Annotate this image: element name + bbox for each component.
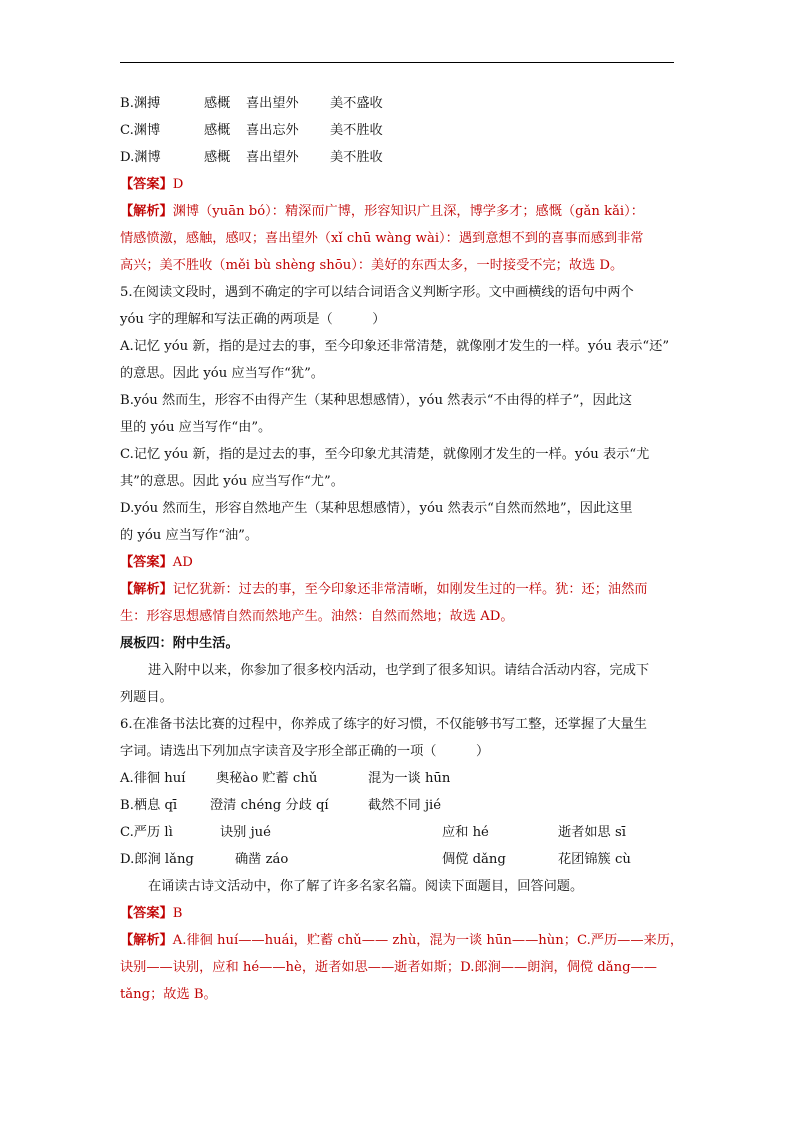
analysis-text: A.徘徊 huí——huái，贮蓄 chǔ—— zhù，混为一谈 hūn——hùn；C.严历——来历， (172, 933, 684, 948)
intro-line-1: 进入附中以来，你参加了很多校内活动，也学到了很多知识。请结合活动内容，完成下 (148, 663, 650, 678)
option-word: 喜出望外 (246, 150, 299, 165)
option-word: 感概 (204, 96, 231, 111)
analysis-q4-line-3: 高兴；美不胜收（měi bù shèng shōu）：美好的东西太多，一时接受不完；故选 D。 (120, 258, 624, 273)
q5-option-b-2: 里的 yóu 应当写作“由”。 (120, 420, 272, 435)
answer-tag: 【答案】 (120, 555, 173, 570)
answer-tag: 【答案】 (120, 177, 173, 192)
option-item: 截然不同 jié (368, 798, 442, 813)
option-word: 感概 (204, 150, 231, 165)
option-item: 诀别 jué (220, 825, 271, 840)
answer-q4 (120, 171, 676, 198)
analysis-q6-line-1 (120, 927, 684, 954)
analysis-q4-line-1 (120, 198, 676, 225)
option-label: D.渊博 (120, 150, 161, 165)
analysis-q4-line-2: 情感愤激，感触，感叹；喜出望外（xǐ chū wàng wài）：遇到意想不到的喜事而感到非常 (120, 231, 644, 246)
analysis-tag: 【解析】 (120, 582, 173, 597)
option-label: B.渊搏 (120, 96, 161, 111)
question-6-stem-1: 6.在准备书法比赛的过程中，你养成了练字的好习惯，不仅能够书写工整，还掌握了大量生 (120, 717, 647, 732)
option-word: 感概 (204, 123, 231, 138)
section-title: 展板四：附中生活。 (120, 636, 239, 651)
question-5-stem-2: yóu 字的理解和写法正确的两项是（ ） (120, 312, 386, 327)
analysis-text: 记忆犹新：过去的事，至今印象还非常清晰，如刚发生过的一样。犹：还；油然而 (172, 582, 648, 597)
option-item: 逝者如思 sī (558, 825, 626, 840)
q5-option-d-2: 的 yóu 应当写作“油”。 (120, 528, 259, 543)
option-item: C.严历 lì (120, 825, 173, 840)
analysis-q6-line-2: 诀别——诀别，应和 hé——hè，逝者如思——逝者如斯；D.郎涧——朗润，倜傥 dǎng—— (120, 960, 657, 975)
intro-line-2: 列题目。 (120, 690, 173, 705)
q5-option-c-1: C.记忆 yóu 新，指的是过去的事，至今印象尤其清楚，就像刚才发生的一样。yóu 表示“尤 (120, 447, 650, 462)
option-item: 混为一谈 hūn (368, 771, 451, 786)
q5-option-c-2: 其”的意思。因此 yóu 应当写作“尤”。 (120, 474, 344, 489)
option-c (120, 117, 676, 144)
answer-value: AD (172, 555, 193, 570)
reading-intro: 在诵读古诗文活动中，你了解了许多名家名篇。阅读下面题目，回答问题。 (148, 879, 584, 894)
option-item: 奥秘ào 贮蓄 chǔ (216, 771, 318, 786)
option-word: 喜出望外 (246, 96, 299, 111)
option-item: 澄清 chéng 分歧 qí (210, 798, 329, 813)
option-item: D.郎涧 lǎng (120, 852, 194, 867)
option-word: 美不胜收 (330, 123, 383, 138)
analysis-q5-line-1 (120, 576, 676, 603)
answer-q5 (120, 549, 676, 576)
header-rule (120, 62, 674, 63)
q5-option-b-1: B.yóu 然而生，形容不由得产生（某种思想感情），yóu 然表示“不由得的样子”，因此这 (120, 393, 633, 408)
option-item: B.栖息 qī (120, 798, 178, 813)
option-b (120, 90, 676, 117)
q5-option-a-2: 的意思。因此 yóu 应当写作“犹”。 (120, 366, 324, 381)
analysis-tag: 【解析】 (120, 204, 173, 219)
q6-option-a (120, 765, 676, 792)
option-item: 确凿 záo (235, 852, 289, 867)
analysis-tag: 【解析】 (120, 933, 173, 948)
q6-option-c (120, 819, 676, 846)
q5-option-d-1: D.yóu 然而生，形容自然地产生（某种思想感情），yóu 然表示“自然而然地”，因此这里 (120, 501, 633, 516)
answer-value: B (172, 906, 183, 921)
option-word: 喜出忘外 (246, 123, 299, 138)
analysis-q5-line-2: 生：形容思想感情自然而然地产生。油然：自然而然地；故选 AD。 (120, 609, 514, 624)
option-item: 花团锦簇 cù (558, 852, 631, 867)
option-d (120, 144, 676, 171)
q6-option-b (120, 792, 676, 819)
q5-option-a-1: A.记忆 yóu 新，指的是过去的事，至今印象还非常清楚，就像刚才发生的一样。yóu 表示“还” (120, 339, 670, 354)
option-word: 美不胜收 (330, 150, 383, 165)
document-body (120, 90, 684, 1008)
option-label: C.渊博 (120, 123, 161, 138)
answer-tag: 【答案】 (120, 906, 173, 921)
question-6-stem-2: 字词。请选出下列加点字读音及字形全部正确的一项（ ） (120, 744, 490, 759)
q6-option-d (120, 846, 676, 873)
question-5-stem-1: 5.在阅读文段时，遇到不确定的字可以结合词语含义判断字形。文中画横线的语句中两个 (120, 285, 634, 300)
analysis-text: 渊博（yuān bó）：精深而广博，形容知识广且深，博学多才；感慨（gǎn kǎi）： (172, 204, 644, 219)
option-item: A.徘徊 huí (120, 771, 186, 786)
answer-q6 (120, 900, 676, 927)
analysis-q6-line-3: tǎng；故选 B。 (120, 987, 217, 1002)
answer-value: D (172, 177, 184, 192)
option-item: 倜傥 dǎng (442, 852, 506, 867)
option-word: 美不盛收 (330, 96, 383, 111)
option-item: 应和 hé (442, 825, 489, 840)
